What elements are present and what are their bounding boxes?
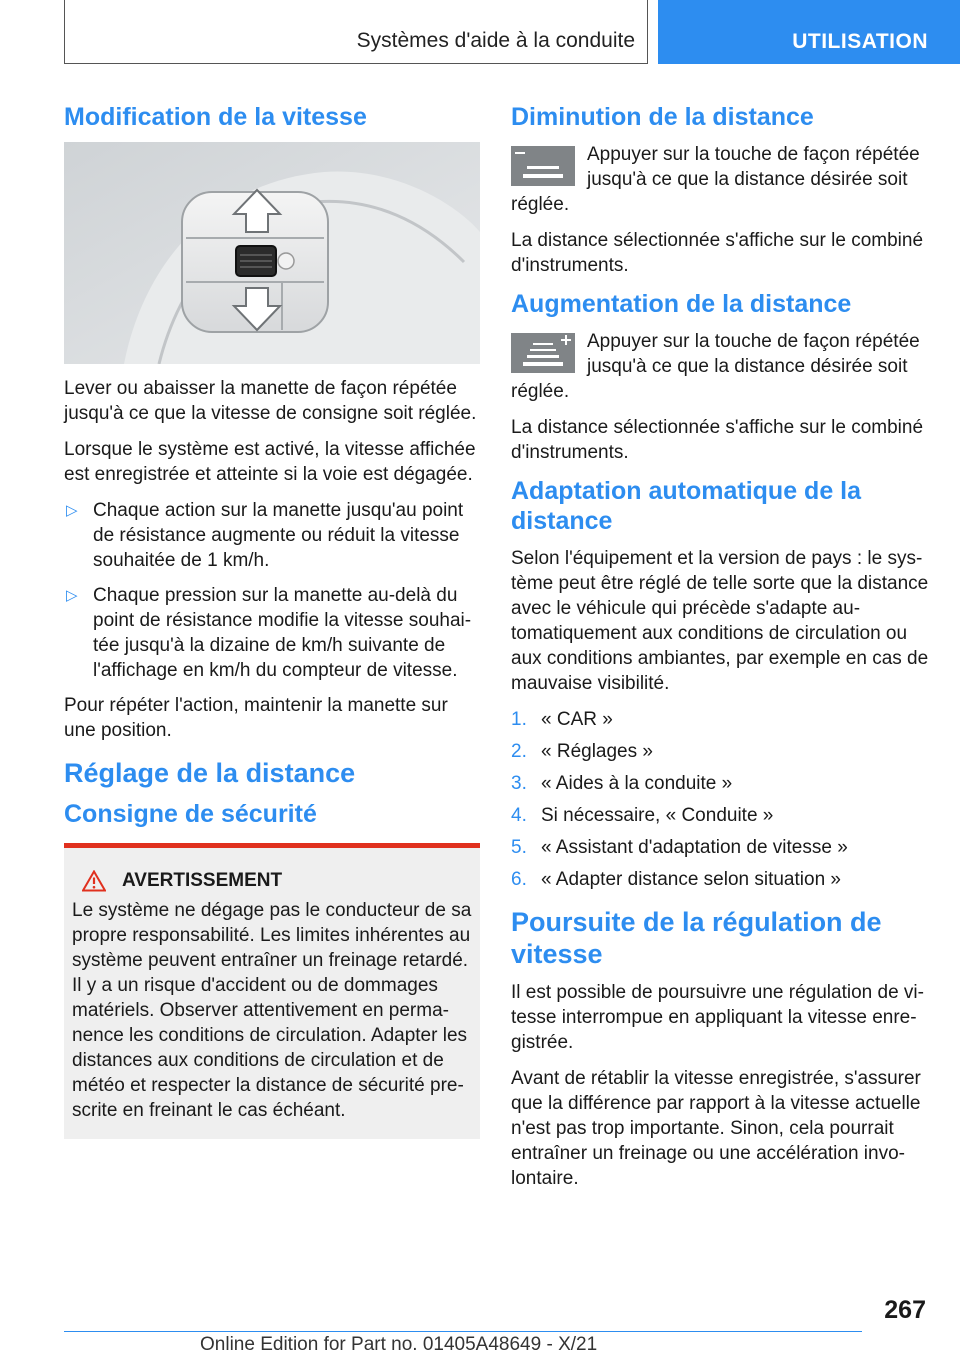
distance-increase-icon xyxy=(511,333,575,373)
list-item xyxy=(511,707,929,732)
warning-text: Le système ne dégage pas le conducteur de sa propre responsabilité. Les limites inhérentes au système peuvent entraîner un freinage retardé. Il y a un risque d'accident ou de dommages matériels. Observer attentivement en permanence les conditions de circulation. Adapter les distances aux conditions de circulation et de météo et respecter la distance de sécurité prescrite en freinant le cas échéant. xyxy=(72,900,472,1121)
para-resume-1: Il est possible de poursuivre une régulation de vitesse interrompue en appliquant la vitesse enregistrée. xyxy=(511,982,924,1053)
warning-header xyxy=(72,870,472,892)
right-column xyxy=(511,96,929,1202)
footer-edition: Online Edition for Part no. 01405A48649 - X/21 xyxy=(200,1334,598,1355)
left-column xyxy=(64,96,480,1139)
step-number: 3. xyxy=(511,773,527,794)
para-auto: Selon l'équipement et la version de pays : le système peut être réglé de telle sorte que la distance avec le véhicule qui précède s'adapte automatiquement aux conditions de circulation ou aux conditions ambiantes, par exemple en cas de mauvaise visibilité. xyxy=(511,548,929,694)
heading-auto-adaptation: Adaptation automatique de la distance xyxy=(511,477,862,535)
para-increase: Appuyer sur la touche de façon répétée jusqu'à ce que la distance désirée soit réglée. xyxy=(511,331,920,402)
header-box xyxy=(64,0,648,64)
step-text: « CAR » xyxy=(541,709,613,730)
steering-wheel-buttons-image xyxy=(64,142,480,364)
warning-box xyxy=(64,843,480,1139)
triangle-bullet-icon: ▷ xyxy=(66,587,78,604)
list-item xyxy=(511,835,929,860)
para-repeat: Pour répéter l'action, maintenir la manette sur une position. xyxy=(64,695,448,741)
para-active: Lorsque le système est activé, la vitesse affichée est enregistrée et atteinte si la voie est dégagée. xyxy=(64,439,476,485)
step-number: 6. xyxy=(511,869,527,890)
step-number: 1. xyxy=(511,709,527,730)
heading-increase: Augmentation de la distance xyxy=(511,290,852,318)
warning-title: AVERTISSEMENT xyxy=(122,870,283,891)
step-number: 4. xyxy=(511,805,527,826)
increase-block xyxy=(511,329,929,404)
triangle-bullet-icon: ▷ xyxy=(66,502,78,519)
step-text: « Assistant d'adaptation de vitesse » xyxy=(541,837,848,858)
steering-wheel-illustration xyxy=(64,142,480,364)
list-item xyxy=(64,583,480,683)
step-text: Si nécessaire, « Conduite » xyxy=(541,805,774,826)
heading-distance-setting: Réglage de la distance xyxy=(64,758,356,788)
bullet-text: Chaque action sur la manette jusqu'au point de résistance augmente ou réduit la vitesse souhaitée de 1 km/h. xyxy=(93,500,464,571)
bullet-text: Chaque pression sur la manette au-delà du point de résistance modifie la vitesse souhaitée jusqu'à la dizaine de km/h suivante de l'affichage en km/h du compteur de vitesse. xyxy=(93,585,472,681)
page-number: 267 xyxy=(884,1296,926,1324)
para-decrease: Appuyer sur la touche de façon répétée jusqu'à ce que la distance désirée soit réglée. xyxy=(511,144,920,215)
speed-bullets xyxy=(64,498,480,683)
list-item xyxy=(511,739,929,764)
header-section-title: Systèmes d'aide à la conduite xyxy=(356,29,635,52)
footer-divider xyxy=(64,1331,862,1332)
heading-speed-change: Modification de la vitesse xyxy=(64,103,367,131)
list-item xyxy=(64,498,480,573)
list-item xyxy=(511,803,929,828)
header-tab-label: UTILISATION xyxy=(792,30,928,53)
para-resume-2: Avant de rétablir la vitesse enregistrée, s'assurer que la différence par rapport à la vitesse actuelle n'est pas trop importante. Sinon, cela pourrait entraîner un freinage ou une accélération involontaire. xyxy=(511,1068,921,1189)
header-tab[interactable] xyxy=(658,0,960,64)
steps-list xyxy=(511,707,929,892)
step-text: « Réglages » xyxy=(541,741,653,762)
list-item xyxy=(511,771,929,796)
warning-triangle-icon xyxy=(82,870,106,892)
heading-safety: Consigne de sécurité xyxy=(64,800,317,828)
para-lever: Lever ou abaisser la manette de façon répétée jusqu'à ce que la vitesse de consigne soit réglée. xyxy=(64,378,477,424)
list-item xyxy=(511,867,929,892)
step-text: « Adapter distance selon situation » xyxy=(541,869,841,890)
step-number: 2. xyxy=(511,741,527,762)
distance-decrease-icon xyxy=(511,146,575,186)
step-text: « Aides à la conduite » xyxy=(541,773,733,794)
decrease-block xyxy=(511,142,929,217)
heading-resume: Poursuite de la régulation de vitesse xyxy=(511,907,882,969)
para-display-1: La distance sélectionnée s'affiche sur le combiné d'instruments. xyxy=(511,230,924,276)
para-display-2: La distance sélectionnée s'affiche sur le combiné d'instruments. xyxy=(511,417,924,463)
heading-decrease: Diminution de la distance xyxy=(511,103,814,131)
step-number: 5. xyxy=(511,837,527,858)
